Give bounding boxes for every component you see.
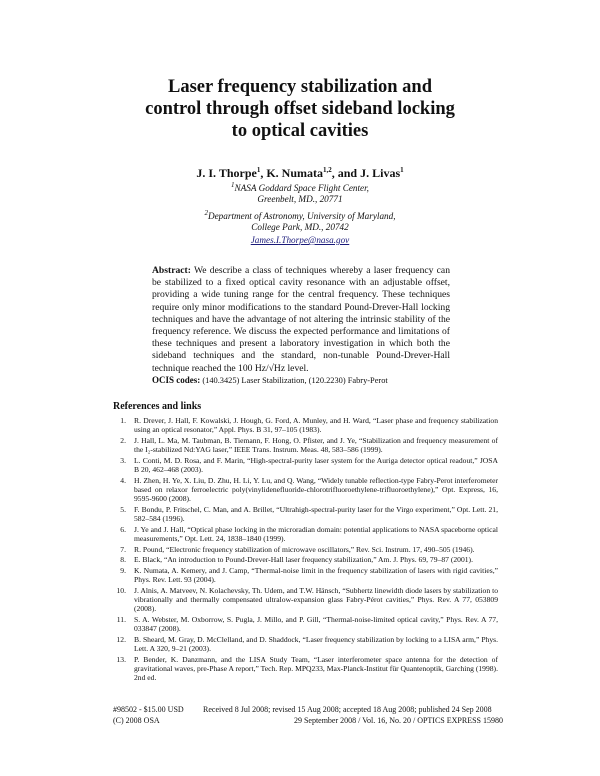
reference-text: K. Numata, A. Kemery, and J. Camp, “Thermal-noise limit in the frequency stabilization of lasers with rigid cavities,” Phys. Rev. Lett. 93 (2004).	[134, 565, 498, 585]
affiliation-2	[150, 208, 450, 233]
author-affiliation-mark: 1,2	[323, 166, 332, 174]
reference-text: L. Conti, M. D. Rosa, and F. Marin, “High-spectral-purity laser system for the Auriga detector optical readout,” JOSA B 20, 462–468 (2003).	[134, 455, 498, 475]
contact-email	[150, 235, 450, 246]
reference-item	[113, 456, 498, 475]
reference-number: 3.	[120, 455, 126, 465]
reference-text: H. Zhen, H. Ye, X. Liu, D. Zhu, H. Li, Y. Lu, and Q. Wang, “Widely tunable reflection-type Fabry-Perot interferometer based on relaxor ferroelectric poly(vinylidenefluoride-chlorotrifluoroethylene-trifluoroethylene),” Opt. Express, 16, 9595-9600 (2008).	[134, 475, 498, 504]
reference-text: R. Pound, “Electronic frequency stabilization of microwave oscillators,” Rev. Sci. Instrum. 17, 490–505 (1946).	[134, 544, 475, 554]
reference-item	[113, 586, 498, 614]
reference-item	[113, 615, 498, 634]
abstract-label: Abstract:	[152, 265, 191, 276]
reference-number: 7.	[120, 544, 126, 554]
reference-number: 10.	[116, 585, 126, 595]
email-link[interactable]: James.I.Thorpe@nasa.gov	[250, 235, 350, 245]
reference-item	[113, 555, 498, 564]
reference-number: 2.	[120, 435, 126, 445]
author-separator: ,	[260, 166, 267, 180]
reference-text: B. Sheard, M. Gray, D. McClelland, and D. Shaddock, “Laser frequency stabilization by locking to a LISA arm,” Phys. Lett. A 320, 9–21 (2003).	[134, 634, 498, 654]
author-name: J. Livas	[360, 166, 401, 180]
reference-number: 6.	[120, 524, 126, 534]
copyright: (C) 2008 OSA	[113, 716, 160, 725]
affiliation-mark: 1	[231, 180, 235, 189]
author-name: J. I. Thorpe	[196, 166, 257, 180]
title-line-2: control through offset sideband locking	[145, 99, 455, 119]
references-list	[113, 416, 498, 684]
reference-item	[113, 545, 498, 554]
reference-number: 4.	[120, 475, 126, 485]
ocis-text: (140.3425) Laser Stabilization, (120.2230) Fabry-Perot	[202, 376, 388, 385]
reference-text: F. Bondu, P. Fritschel, C. Man, and A. Brillet, “Ultrahigh-spectral-purity laser for the Virgo experiment,” Opt. Lett. 21, 582–584 (1996).	[134, 504, 498, 524]
author-separator: , and	[331, 166, 361, 180]
references-heading: References and links	[113, 401, 202, 412]
affiliation-line: NASA Goddard Space Flight Center,	[234, 183, 369, 193]
reference-item	[113, 635, 498, 654]
reference-text: S. A. Webster, M. Oxborrow, S. Pugla, J. Millo, and P. Gill, “Thermal-noise-limited optical cavity,” Phys. Rev. A 77, 033847 (2008).	[134, 614, 498, 634]
affiliation-1	[150, 180, 450, 205]
author-affiliation-mark: 1	[400, 166, 404, 174]
reference-text: E. Black, “An introduction to Pound-Drever-Hall laser frequency stabilization,” Am. J. Phys. 69, 79–87 (2001).	[134, 555, 473, 565]
reference-item	[113, 655, 498, 683]
reference-item	[113, 436, 498, 455]
reference-number: 8.	[120, 555, 126, 565]
ocis-codes	[152, 375, 450, 385]
reference-number: 9.	[120, 565, 126, 575]
document-id: #98502 - $15.00 USD	[113, 705, 184, 714]
ocis-label: OCIS codes:	[152, 375, 201, 385]
reference-number: 11.	[116, 614, 126, 624]
journal-citation: 29 September 2008 / Vol. 16, No. 20 / OPTICS EXPRESS 15980	[293, 716, 503, 725]
reference-number: 5.	[120, 504, 126, 514]
paper-title	[100, 76, 500, 142]
reference-text: J. Alnis, A. Matveev, N. Kolachevsky, Th. Udem, and T.W. Hänsch, “Subhertz linewidth diode lasers by stabilization to vibrationally and thermally compensated ultralow-expansion glass Fabry-Pérot cavities,” Phys. Rev. A 77, 053809 (2008).	[134, 585, 498, 614]
author-name: K. Numata	[266, 166, 323, 180]
abstract-text: We describe a class of techniques whereby a laser frequency can be stabilized to a fixed optical cavity resonance with an adjustable offset, providing a wide tuning range for the central frequency. These techniques require only minor modifications to the standard Pound-Drever-Hall locking techniques and have the advantage of not altering the intrinsic stability of the frequency reference. We discuss the expected performance and limitations of these techniques and present a laboratory investigation in which both the sideband techniques and the standard, non-tunable Pound-Drever-Hall technique reached the 100 Hz/√Hz level.	[152, 265, 450, 374]
reference-item	[113, 525, 498, 544]
reference-item	[113, 416, 498, 435]
author-affiliation-mark: 1	[256, 166, 261, 174]
received-dates: Received 8 Jul 2008; revised 15 Aug 2008; accepted 18 Aug 2008; published 24 Sep 2008	[203, 705, 492, 714]
abstract	[152, 265, 450, 375]
reference-number: 13.	[116, 654, 126, 664]
reference-text: J. Hall, L. Ma, M. Taubman, B. Tiemann, F. Hong, O. Pfister, and J. Ye, “Stabilization and frequency measurement of the I₂-stabilized Nd:YAG laser,” IEEE Trans. Instrum. Meas. 48, 583–586 (1999).	[134, 435, 498, 455]
reference-item	[113, 566, 498, 585]
reference-number: 12.	[116, 634, 126, 644]
affiliation-mark: 2	[204, 208, 208, 217]
affiliation-line: College Park, MD., 20742	[251, 222, 349, 232]
author-list	[100, 166, 500, 181]
reference-item	[113, 476, 498, 504]
title-line-3: to optical cavities	[231, 121, 369, 141]
reference-text: J. Ye and J. Hall, “Optical phase locking in the microradian domain: potential applications to NASA spaceborne optical measurements,” Opt. Lett. 24, 1838–1840 (1999).	[134, 524, 498, 544]
reference-item	[113, 505, 498, 524]
reference-number: 1.	[120, 416, 126, 425]
title-line-1: Laser frequency stabilization and	[168, 77, 432, 97]
reference-text: P. Bender, K. Danzmann, and the LISA Study Team, “Laser interferometer space antenna for the detection of gravitational waves, pre-Phase A report,” Tech. Rep. MPQ233, Max-Planck-Institut für Quantenoptik, Garching (1998). 2nd ed.	[134, 654, 498, 683]
reference-text: R. Drever, J. Hall, F. Kowalski, J. Hough, G. Ford, A. Munley, and H. Ward, “Laser phase and frequency stabilization using an optical resonator,” Appl. Phys. B 31, 97–105 (1983).	[134, 416, 498, 435]
affiliation-line: Greenbelt, MD., 20771	[257, 194, 343, 204]
affiliation-line: Department of Astronomy, University of Maryland,	[207, 211, 396, 221]
